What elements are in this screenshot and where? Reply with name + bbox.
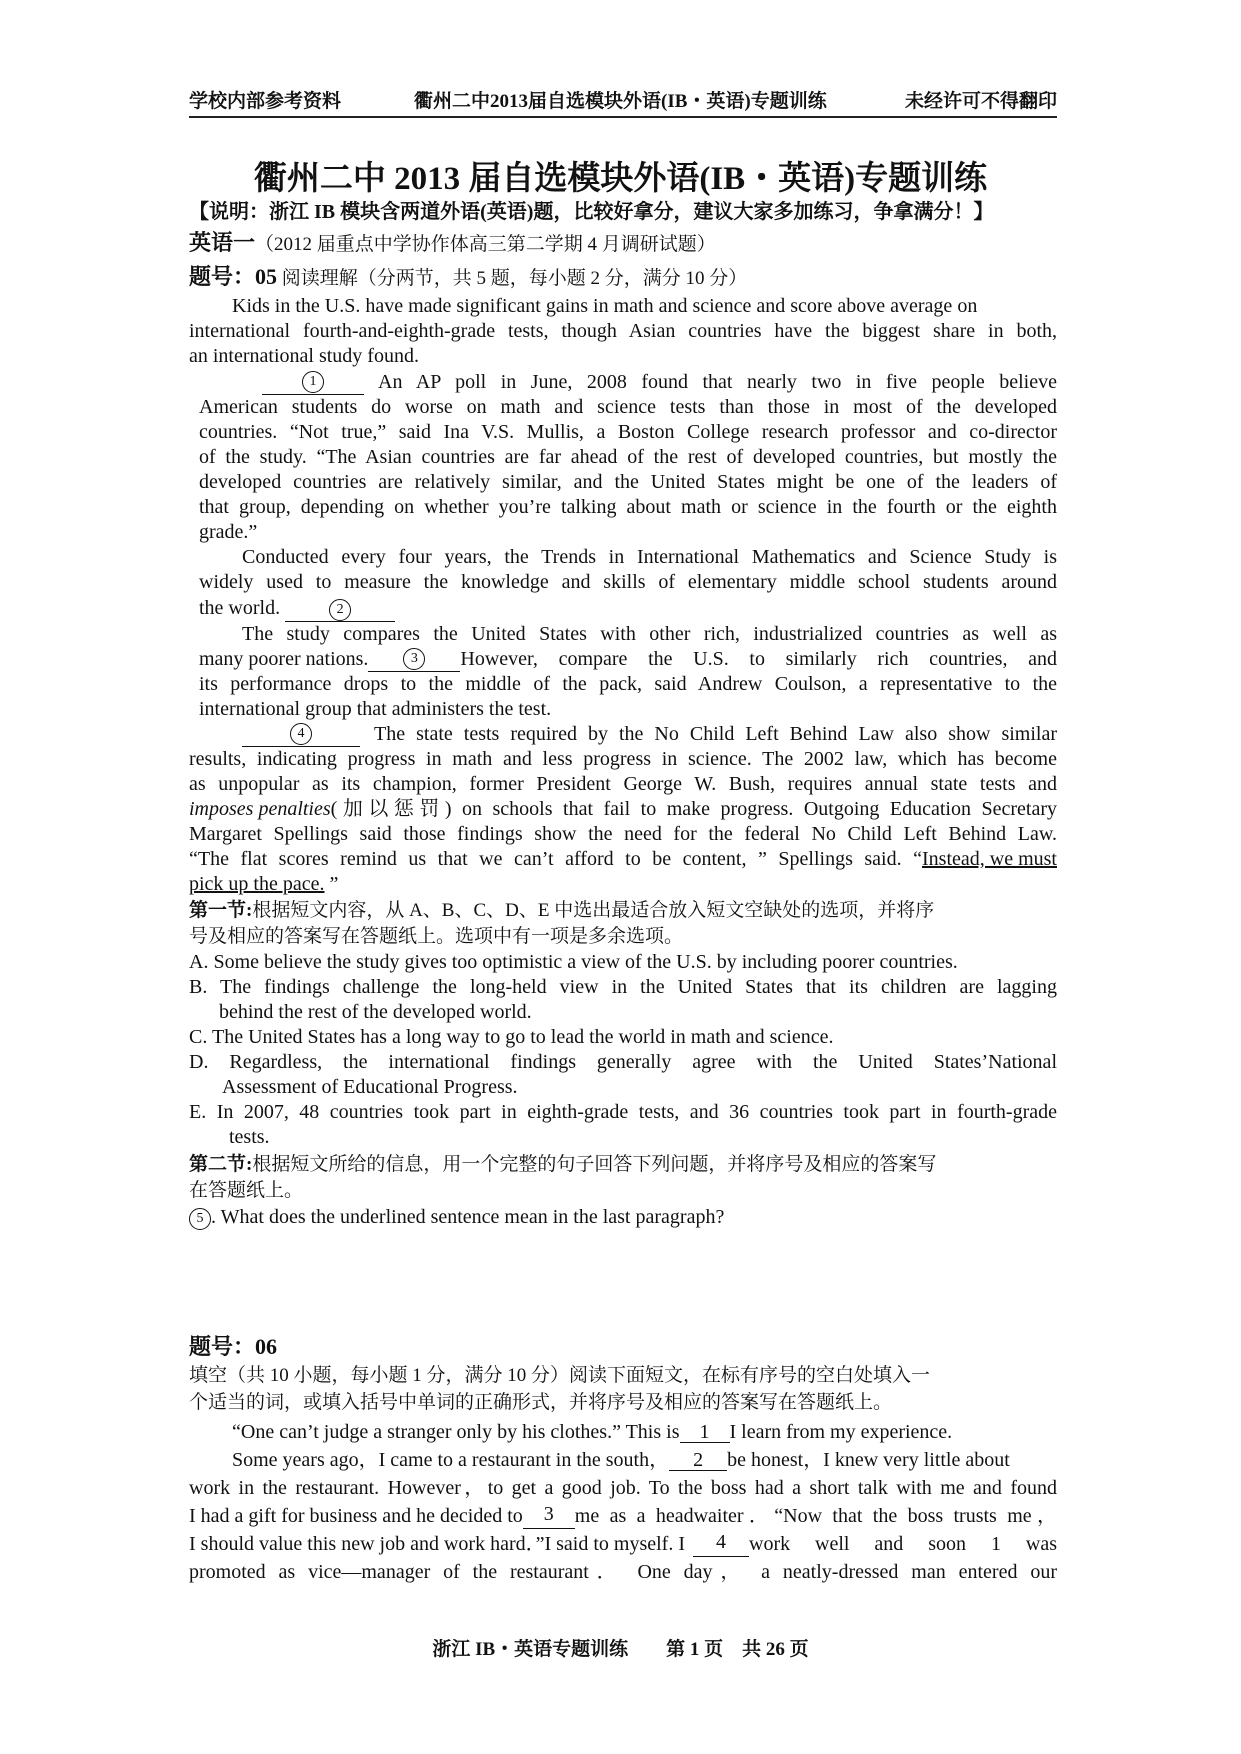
blank-marker: 2 — [329, 599, 351, 621]
q05-desc: 阅读理解（分两节，共 5 题，每小题 2 分，满分 10 分） — [277, 268, 748, 289]
option-a: A. Some believe the study gives too optimistic a view of the U.S. by including poorer countries. — [189, 951, 958, 973]
note-line: 【说明：浙江 IB 模块含两道外语(英语)题，比较好拿分，建议大家多加练习，争拿满分！】 — [189, 201, 994, 223]
cloze-blank-2: 2 — [669, 1450, 727, 1471]
blank-2 — [285, 598, 395, 622]
running-header — [189, 86, 1057, 116]
p2-line-4: of the study. “The Asian countries are far ahead of the rest of developed countries, but mostly the — [199, 446, 1057, 468]
cloze-l2-a: Some years ago，I came to a restaurant in the south， — [232, 1449, 670, 1471]
part2-text: 根据短文所给的信息，用一个完整的句子回答下列问题，并将序号及相应的答案写 — [252, 1154, 937, 1175]
p3-line-1: Conducted every four years, the Trends in International Mathematics and Science Study is — [242, 546, 1057, 568]
p3-line-3 — [199, 596, 395, 622]
cloze-l2-b: be honest，I knew very little about — [727, 1449, 1010, 1471]
blank-marker: 1 — [302, 371, 324, 393]
p5-italic: imposes penalties — [189, 798, 331, 820]
page-title: 衢州二中 2013 届自选模块外语(IB・英语)专题训练 — [253, 161, 988, 197]
p5-line-6 — [189, 847, 1057, 872]
cloze-l4-a: I had a gift for business and he decided to — [189, 1505, 523, 1527]
option-b: B. The findings challenge the long-held view in the United States that its children are lagging — [189, 976, 1057, 998]
underlined-sentence-part1: Instead, we must — [922, 848, 1057, 870]
p5-line-4 — [189, 797, 1057, 822]
section-source: （2012 届重点中学协作体高三第二学期 4 月调研试题） — [255, 234, 716, 255]
p3-last: the world. — [199, 597, 286, 619]
option-c: C. The United States has a long way to go to lead the world in math and science. — [189, 1026, 834, 1048]
cloze-line-5 — [189, 1532, 1057, 1557]
p4-line-1: The study compares the United States with other rich, industrialized countries as well as — [242, 623, 1057, 645]
p2-line-3: countries. “Not true,” said Ina V.S. Mullis, a Boston College research professor and co-director — [199, 421, 1057, 443]
blank-4 — [242, 722, 360, 747]
question-5 — [189, 1205, 724, 1230]
cloze-l1-b: I learn from my experience. — [729, 1421, 953, 1443]
cloze-blank-3: 3 — [523, 1504, 575, 1529]
p1-line-1: Kids in the U.S. have made significant gains in math and science and score above average on — [232, 295, 978, 317]
cloze-l4-b: me as a headwaiter．“Now that the boss trusts me， — [574, 1505, 1057, 1527]
cloze-l5-a: I should value this new job and work hard．”I said to myself. I — [189, 1533, 686, 1555]
p5-line-3: as unpopular as its champion, former President George W. Bush, requires annual state tests and — [189, 773, 1057, 795]
p1-line-2: international fourth-and-eighth-grade tests, though Asian countries have the biggest share in both, — [189, 320, 1057, 342]
q06-instruction-2: 个适当的词，或填入括号中单词的正确形式，并将序号及相应的答案写在答题纸上。 — [189, 1392, 893, 1413]
blank-marker: 3 — [403, 648, 425, 670]
header-left: 学校内部参考资料 — [189, 91, 342, 112]
cloze-line-2 — [232, 1448, 1010, 1473]
q05-label: 题号：05 — [189, 264, 278, 289]
cloze-blank-4: 4 — [693, 1532, 749, 1557]
p5-line6-rest: ” — [324, 873, 339, 895]
cloze-blank-1: 1 — [680, 1422, 730, 1443]
option-e-cont: tests. — [229, 1126, 270, 1148]
p2-line-1 — [262, 370, 1057, 395]
header-center: 衢州二中2013届自选模块外语(IB・英语)专题训练 — [414, 91, 827, 112]
p4-line-4: international group that administers the test. — [199, 698, 552, 720]
p5-first: The state tests required by the No Child Left Behind Law also show similar — [374, 723, 1057, 745]
section-heading — [189, 230, 716, 257]
option-b-cont: behind the rest of the developed world. — [219, 1001, 532, 1023]
part1-instruction — [189, 898, 934, 923]
p5-italic-rest: (加以惩罚) on schools that fail to make progress. Outgoing Education Secretary — [330, 798, 1057, 820]
cloze-l5-b: work well and soon 1 was — [749, 1533, 1057, 1555]
part2-label: 第二节: — [189, 1154, 253, 1175]
p3-line-2: widely used to measure the knowledge and skills of elementary middle school students around — [199, 571, 1057, 593]
p5-line-5: Margaret Spellings said those findings show the need for the federal No Child Left Behind Law. — [189, 823, 1057, 845]
p4-line-2 — [199, 647, 1057, 672]
p2-line-2: American students do worse on math and science tests than those in most of the developed — [199, 396, 1057, 418]
part1-label: 第一节: — [189, 900, 253, 921]
p2-line-7: grade.” — [199, 521, 258, 543]
part1-text: 根据短文内容，从 A、B、C、D、E 中选出最适合放入短文空缺处的选项，并将序 — [252, 900, 935, 921]
blank-1 — [262, 370, 364, 395]
blank-marker: 4 — [290, 723, 312, 745]
p2-line-5: developed countries are relatively similar, and the United States might be one of the leaders of — [199, 471, 1057, 493]
header-right: 未经许可不得翻印 — [904, 91, 1057, 112]
part2-instruction — [189, 1152, 936, 1177]
blank-3 — [368, 647, 460, 672]
option-e: E. In 2007, 48 countries took part in eighth-grade tests, and 36 countries took part in fourth-grade — [189, 1101, 1057, 1123]
q06-instruction: 填空（共 10 小题，每小题 1 分，满分 10 分）阅读下面短文，在标有序号的空白处填入一 — [189, 1365, 931, 1386]
p2-first: An AP poll in June, 2008 found that nearly two in five people believe — [378, 371, 1057, 393]
p1-line-3: an international study found. — [189, 345, 419, 367]
cloze-line-4 — [189, 1504, 1057, 1529]
p5-line-7 — [189, 872, 338, 897]
header-rule — [189, 116, 1057, 118]
cloze-line-3: work in the restaurant. However，to get a good job. To the boss had a short talk with me and found — [189, 1477, 1057, 1499]
p4-line-3: its performance drops to the middle of the pack, said Andrew Coulson, a representative to the — [199, 673, 1057, 695]
cloze-l1-a: “One can’t judge a stranger only by his clothes.” This is — [232, 1421, 680, 1443]
q06-label: 题号：06 — [189, 1334, 278, 1359]
p4-second-b: However, compare the U.S. to similarly rich countries, and — [460, 648, 1057, 670]
p5-line-2: results, indicating progress in math and less progress in science. The 2002 law, which has become — [189, 748, 1057, 770]
option-d-cont: Assessment of Educational Progress. — [222, 1076, 518, 1098]
underlined-sentence-part2: pick up the pace. — [189, 873, 325, 895]
cloze-line-6: promoted as vice—manager of the restaurant． One day， a neatly-dressed man entered our — [189, 1561, 1057, 1583]
p4-second-a: many poorer nations. — [199, 648, 369, 670]
p2-line-6: that group, depending on whether you’re talking about math or science in the fourth or the eighth — [199, 496, 1057, 518]
question-5-number: 5 — [189, 1208, 211, 1230]
q05-heading — [189, 264, 747, 291]
section-label: 英语一 — [189, 230, 256, 255]
question-5-text: . What does the underlined sentence mean in the last paragraph? — [211, 1206, 725, 1228]
cloze-line-1 — [232, 1420, 952, 1445]
page-footer: 浙江 IB・英语专题训练 第 1 页 共 26 页 — [432, 1639, 809, 1660]
p5-line-1 — [242, 722, 1057, 747]
part1-instruction-2: 号及相应的答案写在答题纸上。选项中有一项是多余选项。 — [189, 926, 684, 947]
part2-instruction-2: 在答题纸上。 — [189, 1180, 304, 1201]
option-d: D. Regardless, the international findings generally agree with the United States’National — [189, 1051, 1057, 1073]
p5-line5-a: “The flat scores remind us that we can’t afford to be content, ” Spellings said. “ — [189, 848, 923, 870]
